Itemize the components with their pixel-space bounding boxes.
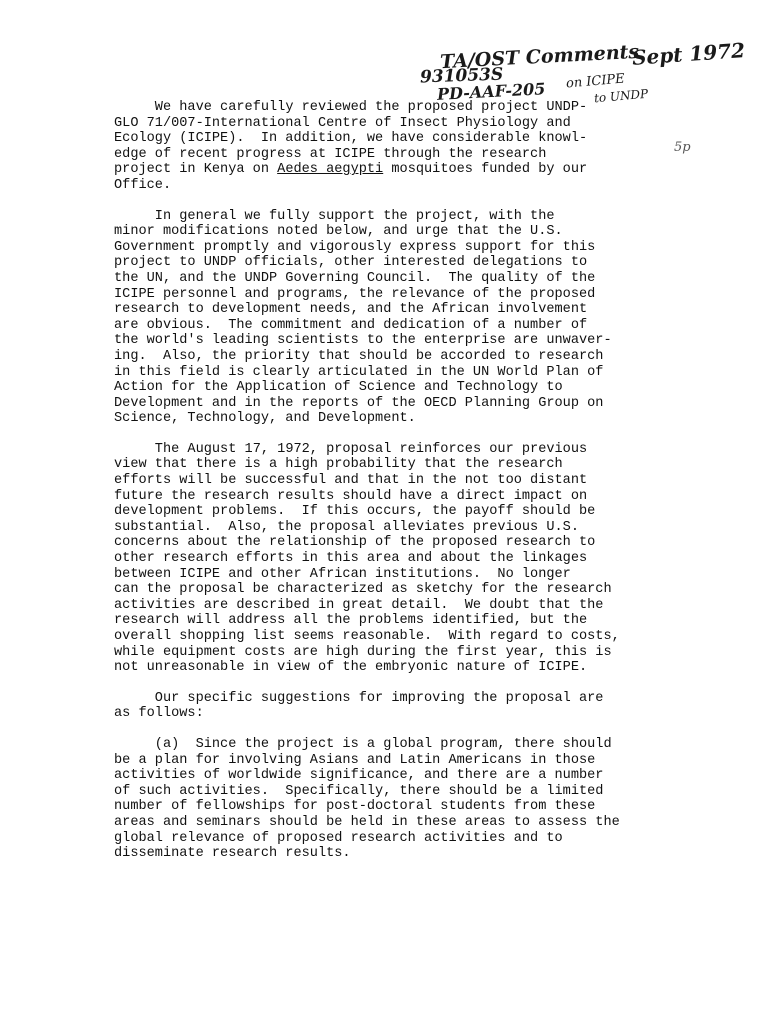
paragraph-proposal-assessment: The August 17, 1972, proposal reinforces our previous view that there is a high probability that the research efforts will be successful and that in the not too distant future the research results should have a direct impact on development problems. If this occurs, the payoff should be substantial. Also, the proposal alleviates previous U.S. concerns about the relationship of the proposed research to other research efforts in this area and about the linkages between ICIPE and other African institutions. No longer can the proposal be characterized as sketchy for the research activities are described in great detail. We doubt that the research will address all the problems identified, but the overall shopping list seems reasonable. With regard to costs, while equipment costs are high during the first year, this is not unreasonable in view of the embryonic nature of ICIPE. — [114, 441, 620, 676]
handwritten-annotation-comments: TA/OST Comments — [439, 40, 640, 74]
paragraph-suggestion-a: (a) Since the project is a global program, there should be a plan for involving Asians and Latin Americans in those activities of worldwide significance, and there are a number of such activities. Specifically, there should be a limited number of fellowships for post-doctoral students from these areas and seminars should be held in these areas to assess the global relevance of proposed research activities and to disseminate research results. — [114, 736, 620, 862]
handwritten-annotation-subject: on ICIPE — [565, 71, 626, 92]
paragraph-review-end: mosquitoes funded by our Office. — [114, 162, 588, 193]
handwritten-margin-note: 5p — [674, 140, 691, 155]
handwritten-annotation-date: Sept 1972 — [631, 38, 746, 70]
handwritten-annotation-recipient: to UNDP — [593, 86, 649, 106]
paragraph-suggestions-intro: Our specific suggestions for improving the proposal are as follows: — [114, 690, 604, 722]
paragraph-support: In general we fully support the project, with the minor modifications noted below, and urge that the U.S. Government promptly and vigorously express support for this project to UNDP officials, other interested delegations to the UN, and the UNDP Governing Council. The quality of the ICIPE personnel and programs, the relevance of the proposed research to development needs, and the African involvement are obvious. The commitment and dedication of a number of the world's leading scientists to the enterprise are unwaver- ing. Also, the priority that should be accorded to research in this field is clearly articulated in the UN World Plan of Action for the Application of Science and Technology to Development and in the reports of the OECD Planning Group on Science, Technology, and Development. — [114, 208, 612, 427]
handwritten-annotation-doc-id: PD-AAF-205 — [436, 79, 546, 104]
paragraph-review-start: We have carefully reviewed the proposed project UNDP- GLO 71/007-International Centre of Insect Physiology and Ecology (ICIPE). In addition, we have considerable knowl- edge of recent progress at ICIPE through the research project in Kenya on — [114, 100, 588, 178]
letter-body — [114, 100, 674, 877]
species-name: Aedes aegypti — [277, 162, 384, 178]
paragraph-review — [114, 100, 674, 194]
handwritten-annotation-number: 931053S — [419, 64, 504, 88]
